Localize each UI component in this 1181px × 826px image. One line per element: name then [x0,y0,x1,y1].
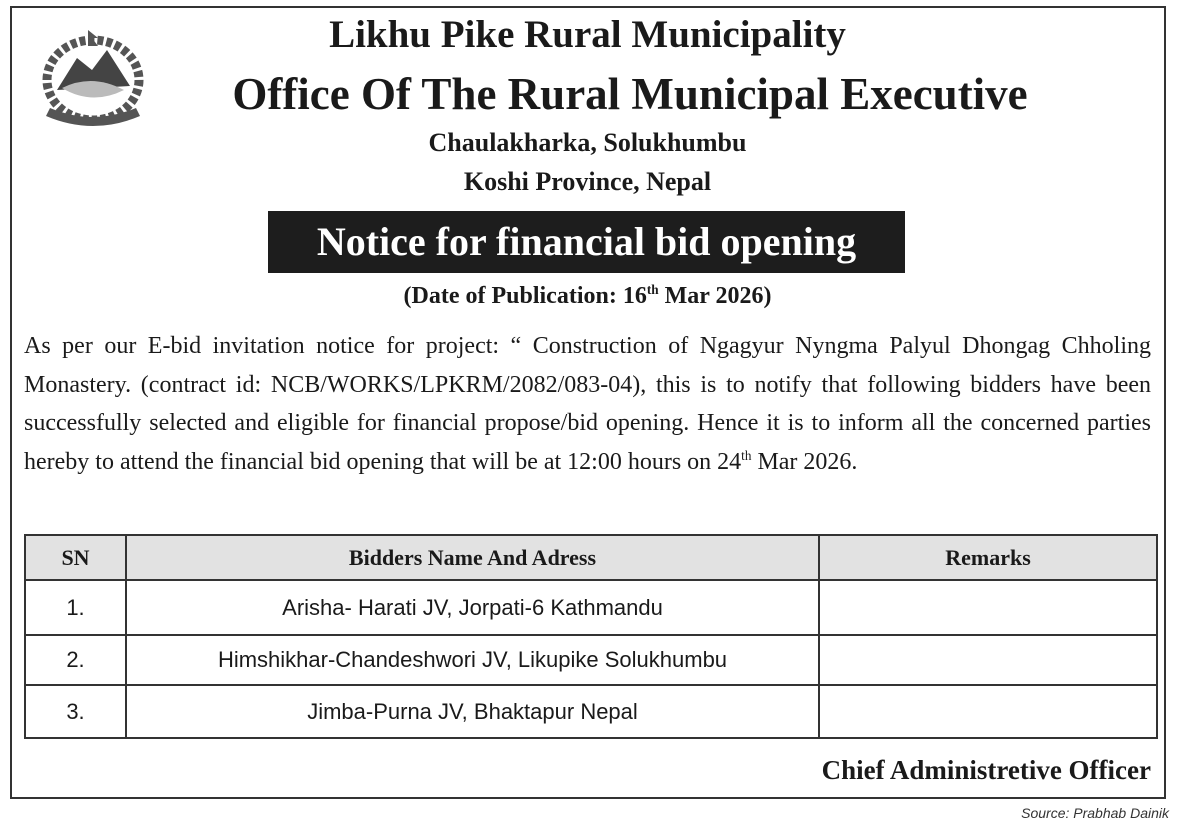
office-name: Office Of The Rural Municipal Executive [232,69,1028,119]
cell-sn: 3. [25,685,126,738]
cell-bidder: Himshikhar-Chandeshwori JV, Likupike Solukhumbu [126,635,819,685]
address-line-1: Chaulakharka, Solukhumbu [428,128,747,157]
notice-body-sup: th [741,447,752,463]
table-row [25,580,1157,635]
notice-body-end: Mar 2026. [751,448,858,475]
signature-title: Chief Administretive Officer [821,755,1151,785]
municipality-name: Likhu Pike Rural Municipality [329,13,846,56]
notice-body-text: As per our E-bid invitation notice for project: “ Construction of Ngagyur Nyngma Palyul Dhongag Chholing Monastery. (contract id: NCB/WORKS/LPKRM/2082/083-04), this is to notify that following bidders have been successfully selected and eligible for financial propose/bid opening. Hence it is to inform all the concerned parties hereby to attend the financial bid opening that will be at 12:00 hours on 24 [24,333,1151,475]
cell-remarks [819,635,1157,685]
cell-bidder: Jimba-Purna JV, Bhaktapur Nepal [126,685,819,738]
header-sn: SN [25,535,126,580]
publication-date-prefix: (Date of Publication: 16 [403,283,647,309]
publication-date [0,283,1175,310]
bidders-table [24,534,1158,739]
publication-date-sup: th [646,282,659,297]
notice-title: Notice for financial bid opening [268,211,905,273]
cell-sn: 2. [25,635,126,685]
header-bidder: Bidders Name And Adress [126,535,819,580]
header-remarks: Remarks [819,535,1157,580]
table-header-row [25,535,1157,580]
source-credit: Source: Prabhab Dainik [1021,805,1169,821]
cell-bidder: Arisha- Harati JV, Jorpati-6 Kathmandu [126,580,819,635]
publication-date-suffix: Mar 2026) [658,283,772,309]
notice-body [24,327,1151,481]
table-row [25,635,1157,685]
table-row [25,685,1157,738]
cell-sn: 1. [25,580,126,635]
cell-remarks [819,685,1157,738]
address-line-2: Koshi Province, Nepal [463,167,712,196]
cell-remarks [819,580,1157,635]
